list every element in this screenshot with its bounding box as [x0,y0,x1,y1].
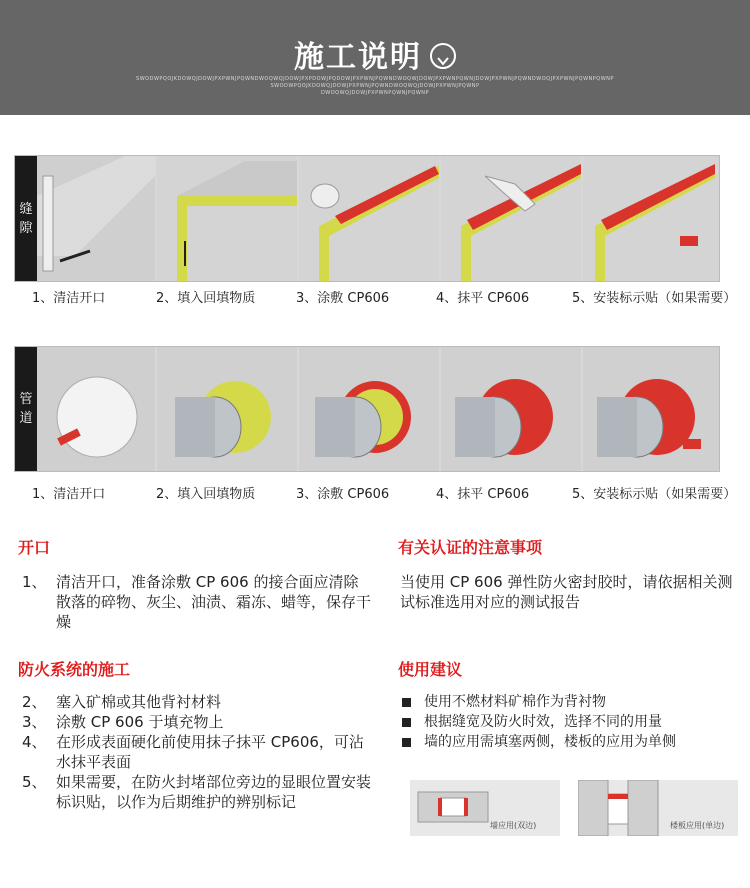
step-caption: 4、抹平 CP606 [436,487,530,502]
list-item: 墙的应用需填塞两侧，楼板的应用为单侧 [400,732,745,752]
step-caption: 3、涂敷 CP606 [296,291,390,306]
header-subtitle [0,76,750,97]
diagram-label: 墙应用(双边) [490,821,537,830]
advice-title: 使用建议 [398,660,463,679]
strip-label: 缝 隙 [15,156,37,281]
pipe-steps-captions [0,483,750,503]
gap-steps-captions [0,287,750,307]
list-item: 根据缝宽及防火时效，选择不同的用量 [400,712,745,732]
step-caption: 5、安装标示贴（如果需要） [572,487,737,502]
step-caption: 1、清洁开口 [32,487,106,502]
gap-steps-illustration [15,156,719,281]
pipe-steps-illustration [15,347,719,471]
wall-application-diagram [410,780,560,836]
subtitle-line: SWODWPQOJKDOWQJDOWJPXPWNJPQWNDWOQWQJDOWJPXPDOWJPQDOWJPXPWNJPQWNDWOQWJDOWJPXPWNPQWNJDOWJPXPWNJPQWNDWOQJPXPWNJPQWNPQWNP [136,76,614,82]
step-caption: 2、填入回填物质 [156,291,256,306]
subtitle-line: SWODWPQOJKDOWQJDOWJPXPWNJPQWNDWOQWQJDOWJPXPWNJPQWNP [270,83,480,89]
list-item: 5、 如果需要，在防火封堵部位旁边的显眼位置安装标识贴，以作为后期维护的辨别标记 [22,773,372,811]
list-item: 2、 塞入矿棉或其他背衬材料 [22,693,222,711]
step-caption: 3、涂敷 CP606 [296,487,390,502]
opening-list [22,572,372,632]
header-banner [0,0,750,115]
subtitle-line: DWOQWQJDOWJPXPWNPQWNJPQWNP [320,90,430,96]
cert-title: 有关认证的注意事项 [398,538,543,557]
floor-application-diagram [578,780,738,836]
step-caption: 1、清洁开口 [32,291,106,306]
gap-steps-strip [14,155,720,282]
chevron-down-icon [430,43,456,69]
list-item: 4、 在形成表面硬化前使用抹子抹平 CP606，可沾水抹平表面 [22,733,364,771]
pipe-steps-strip [14,346,720,472]
system-list [22,692,372,812]
step-caption: 5、安装标示贴（如果需要） [572,291,737,306]
list-item: 使用不燃材料矿棉作为背衬物 [400,692,745,712]
list-item: 3、 涂敷 CP 606 于填充物上 [22,713,224,731]
page-title: 施工说明 [0,32,750,76]
list-item: 1、 清洁开口，准备涂敷 CP 606 的接合面应清除散落的碎物、灰尘、油渍、霜冻、蜡等，保存干燥 [22,573,372,631]
step-caption: 2、填入回填物质 [156,487,256,502]
opening-title: 开口 [18,538,51,557]
cert-text: 当使用 CP 606 弹性防火密封胶时，请依据相关测试标准选用对应的测试报告 [400,573,733,611]
advice-list [400,692,745,752]
strip-label: 管 道 [15,347,37,471]
diagram-label: 楼板应用(单边) [670,821,725,830]
step-caption: 4、抹平 CP606 [436,291,530,306]
system-title: 防火系统的施工 [18,660,131,679]
